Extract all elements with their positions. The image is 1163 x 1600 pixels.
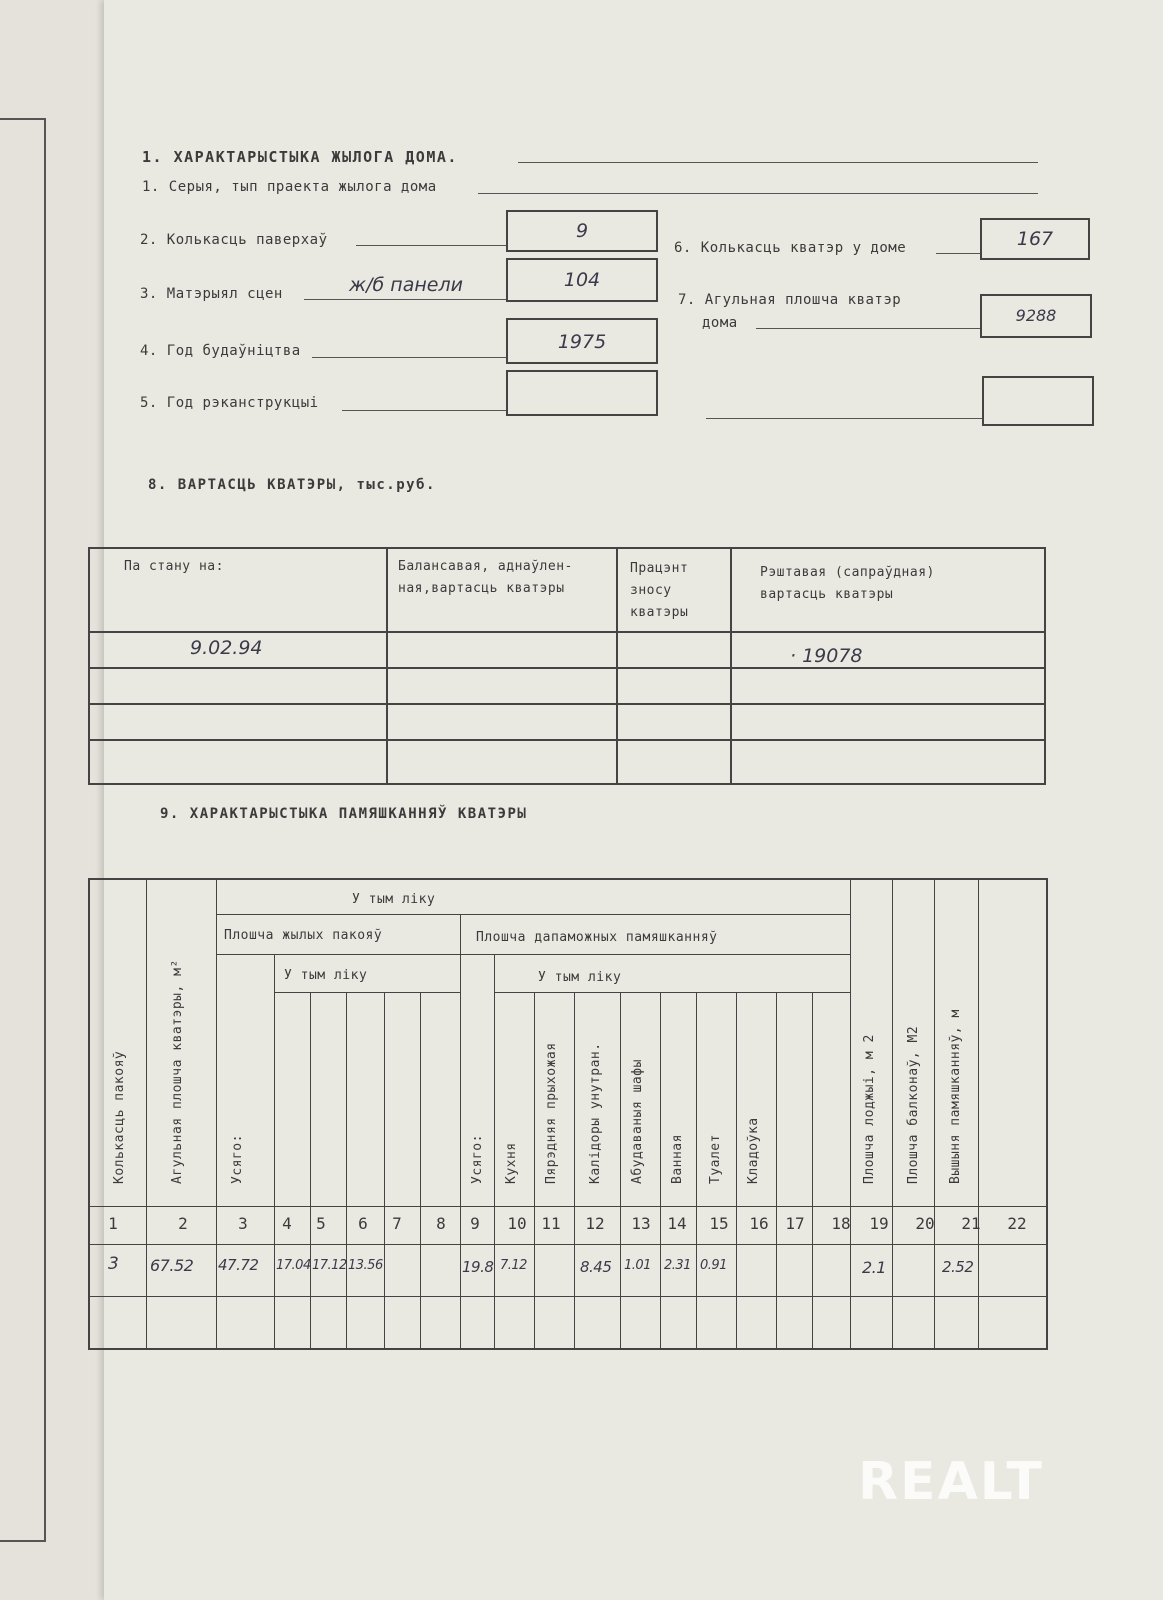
value-col-date: Па стану на:	[124, 559, 224, 574]
col-num-4: 4	[282, 1214, 292, 1233]
series-label: 1. Серыя, тып праекта жылога дома	[142, 179, 437, 195]
value-col-wear-2: зносу	[630, 583, 672, 598]
value-col-residual-1: Рэштавая (сапраўдная)	[760, 565, 935, 580]
area-value: 9288	[1015, 306, 1057, 325]
header-incl-aux: У тым ліку	[538, 970, 622, 985]
left-page-frame	[0, 118, 46, 1542]
value-table-row	[90, 667, 1044, 669]
col-num-20: 20	[915, 1214, 935, 1233]
section8-title: 8. ВАРТАСЦЬ КВАТЭРЫ, тыс.руб.	[148, 477, 436, 493]
floors-line	[356, 245, 506, 246]
col-num-17: 17	[785, 1214, 805, 1233]
walls-value: ж/б панели	[349, 274, 463, 296]
cell-closets: 1.01	[624, 1258, 651, 1273]
walls-line	[304, 299, 506, 300]
cell-rooms: 3	[108, 1254, 119, 1274]
flats-box	[980, 218, 1090, 260]
value-table-row	[90, 703, 1044, 705]
value-table-row	[90, 631, 1044, 633]
header-kitchen: Кухня	[504, 1142, 519, 1184]
col-num-8: 8	[436, 1214, 446, 1233]
col-num-5: 5	[316, 1214, 326, 1233]
year-built-line	[312, 357, 506, 358]
flats-line	[936, 253, 982, 254]
value-col-balance-2: ная,вартасць кватэры	[398, 581, 565, 596]
section1-title: 1. ХАРАКТАРЫСТЫКА ЖЫЛОГА ДОМА.	[142, 148, 458, 166]
col-num-22: 22	[1007, 1214, 1027, 1233]
col-num-21: 21	[961, 1214, 981, 1233]
cell-height: 2.52	[942, 1258, 974, 1276]
area-label-1: 7. Агульная плошча кватэр	[678, 292, 902, 308]
col-num-6: 6	[358, 1214, 368, 1233]
cell-room-6: 13.56	[348, 1258, 383, 1273]
cell-bath: 2.31	[664, 1258, 691, 1273]
header-balcony: Плошча балконаў, М2	[906, 1025, 921, 1184]
col-num-18: 18	[831, 1214, 851, 1233]
header-total3: Усяго:	[230, 1134, 245, 1184]
floors-box	[506, 210, 658, 252]
cell-kitchen: 7.12	[500, 1258, 527, 1273]
header-rooms: Колькасць пакояў	[112, 1050, 127, 1184]
value-table-col	[730, 549, 732, 783]
col-num-15: 15	[709, 1214, 729, 1233]
value-table-row	[90, 739, 1044, 741]
document-page	[104, 0, 1163, 1600]
extra-box	[982, 376, 1094, 426]
col-num-13: 13	[631, 1214, 651, 1233]
area-label-2: дома	[702, 315, 738, 331]
cell-aux-total: 19.8	[462, 1258, 494, 1276]
col-num-2: 2	[178, 1214, 188, 1233]
cell-total-area: 67.52	[150, 1256, 194, 1275]
floors-value: 9	[575, 220, 589, 242]
header-closets: Абудаваныя шафы	[630, 1059, 645, 1184]
value-table-col	[386, 549, 388, 783]
series-line	[478, 193, 1038, 194]
header-total9: Усяго:	[470, 1134, 485, 1184]
header-toilet: Туалет	[708, 1134, 723, 1184]
year-built-box	[506, 318, 658, 364]
cell-room-4: 17.04	[276, 1258, 311, 1273]
year-recon-label: 5. Год рэканструкцыі	[140, 395, 319, 411]
title-underline	[518, 162, 1038, 163]
year-recon-line	[342, 410, 506, 411]
header-height: Вышыня памяшканняў, м	[948, 1009, 963, 1184]
value-col-wear-1: Працэнт	[630, 561, 689, 576]
header-corridors: Калідоры унутран.	[588, 1042, 603, 1184]
value-row1-residual: · 19078	[790, 645, 863, 667]
col-num-10: 10	[507, 1214, 527, 1233]
header-incl: У тым ліку	[352, 892, 436, 907]
col-num-19: 19	[869, 1214, 889, 1233]
col-num-12: 12	[585, 1214, 605, 1233]
header-storage: Кладоўка	[746, 1117, 761, 1184]
cell-toilet: 0.91	[700, 1258, 727, 1273]
flats-label: 6. Колькасць кватэр у доме	[674, 240, 907, 256]
header-bath: Ванная	[670, 1134, 685, 1184]
col-num-3: 3	[238, 1214, 248, 1233]
value-row1-date: 9.02.94	[190, 637, 263, 659]
header-living: Плошча жылых пакояў	[224, 928, 383, 943]
floors-label: 2. Колькасць паверхаў	[140, 232, 328, 248]
year-built-value: 1975	[557, 331, 607, 353]
value-table-col	[616, 549, 618, 783]
cell-room-5: 17.12	[312, 1258, 347, 1273]
walls-box-value: 104	[563, 269, 601, 291]
col-num-11: 11	[541, 1214, 561, 1233]
col-num-9: 9	[470, 1214, 480, 1233]
col-num-7: 7	[392, 1214, 402, 1233]
area-box	[980, 294, 1092, 338]
value-col-residual-2: вартасць кватэры	[760, 587, 894, 602]
value-col-wear-3: кватэры	[630, 605, 689, 620]
walls-box	[506, 258, 658, 302]
extra-line	[706, 418, 982, 419]
realt-watermark: REALT	[858, 1452, 1044, 1512]
cell-loggia: 2.1	[862, 1258, 886, 1277]
value-table	[88, 547, 1046, 785]
section9-title: 9. ХАРАКТАРЫСТЫКА ПАМЯШКАННЯЎ КВАТЭРЫ	[160, 806, 528, 822]
value-col-balance-1: Балансавая, аднаўлен-	[398, 559, 573, 574]
header-incl-living: У тым ліку	[284, 968, 368, 983]
header-total-area: Агульная плошча кватэры, м²	[170, 959, 185, 1184]
walls-label: 3. Матэрыял сцен	[140, 286, 283, 302]
cell-living-total: 47.72	[218, 1256, 259, 1274]
col-num-16: 16	[749, 1214, 769, 1233]
left-page	[0, 0, 112, 1600]
header-loggia: Плошча лоджыі, м 2	[862, 1034, 877, 1184]
flats-value: 167	[1016, 228, 1054, 250]
col-num-1: 1	[108, 1214, 118, 1233]
rooms-table	[88, 878, 1048, 1350]
col-num-14: 14	[667, 1214, 687, 1233]
area-line	[756, 328, 982, 329]
cell-corridors: 8.45	[580, 1258, 612, 1276]
header-hall: Пярэдняя прыхожая	[544, 1042, 559, 1184]
year-recon-box	[506, 370, 658, 416]
header-aux: Плошча дапаможных памяшканняў	[476, 930, 718, 945]
year-built-label: 4. Год будаўніцтва	[140, 343, 301, 359]
